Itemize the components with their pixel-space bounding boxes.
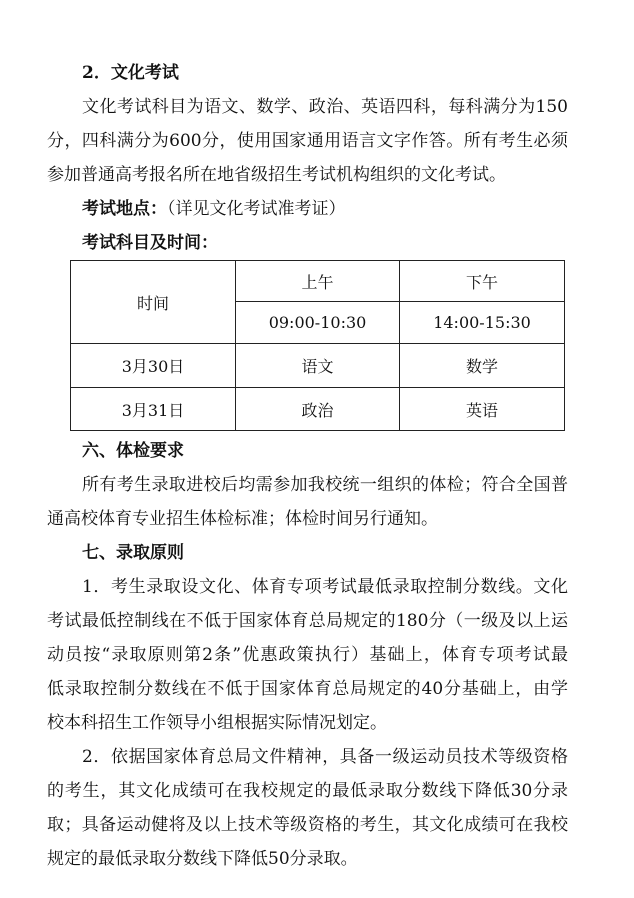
am-header-cell: 上午 bbox=[236, 261, 400, 302]
admission-item2-line-1: 2．依据国家体育总局文件精神，具备一级运动员技术等级资格 bbox=[82, 747, 568, 767]
pm-time-cell: 14:00-15:30 bbox=[400, 302, 565, 344]
exam-location-value: （详见文化考试准考证） bbox=[167, 199, 346, 219]
time-header-cell: 时间 bbox=[71, 261, 236, 344]
exam-schedule-label: 考试科目及时间： bbox=[82, 233, 218, 253]
physical-exam-heading: 六、体检要求 bbox=[82, 441, 184, 461]
pm-subject-cell: 数学 bbox=[400, 344, 565, 388]
date-cell: 3月31日 bbox=[71, 388, 236, 431]
admission-item1-line-1: 1．考生录取设文化、体育专项考试最低录取控制分数线。文化 bbox=[82, 577, 568, 597]
pm-subject-cell: 英语 bbox=[400, 388, 565, 431]
culture-para-line-3: 参加普通高考报名所在地省级招生考试机构组织的文化考试。 bbox=[47, 165, 506, 185]
admission-item1-line-4: 低录取控制分数线在不低于国家体育总局规定的40分基础上，由学 bbox=[47, 679, 568, 699]
date-cell: 3月30日 bbox=[71, 344, 236, 388]
admission-item2-line-4: 规定的最低录取分数线下降低50分录取。 bbox=[47, 849, 358, 869]
am-time-cell: 09:00-10:30 bbox=[236, 302, 400, 344]
admission-item1-line-5: 校本科招生工作领导小组根据实际情况划定。 bbox=[47, 713, 387, 733]
admission-item1-line-2: 考试最低控制线在不低于国家体育总局规定的180分（一级及以上运 bbox=[47, 611, 568, 631]
exam-schedule-table bbox=[70, 260, 565, 431]
table-header-row bbox=[71, 261, 565, 302]
physical-para-line-2: 通高校体育专业招生体检标准；体检时间另行通知。 bbox=[47, 509, 438, 529]
culture-para-line-1: 文化考试科目为语文、数学、政治、英语四科，每科满分为150 bbox=[82, 97, 568, 117]
admission-item1-line-3: 动员按“录取原则第2条”优惠政策执行）基础上，体育专项考试最 bbox=[47, 645, 568, 665]
exam-location-line bbox=[82, 199, 346, 219]
physical-para-line-1: 所有考生录取进校后均需参加我校统一组织的体检；符合全国普 bbox=[82, 475, 568, 495]
culture-exam-heading: 2．文化考试 bbox=[82, 63, 179, 83]
am-subject-cell: 语文 bbox=[236, 344, 400, 388]
exam-location-label: 考试地点： bbox=[82, 199, 167, 219]
table-row bbox=[71, 344, 565, 388]
pm-header-cell: 下午 bbox=[400, 261, 565, 302]
table-row bbox=[71, 388, 565, 431]
culture-para-line-2: 分，四科满分为600分，使用国家通用语言文字作答。所有考生必须 bbox=[47, 131, 568, 151]
admission-item2-line-3: 取；具备运动健将及以上技术等级资格的考生，其文化成绩可在我校 bbox=[47, 815, 568, 835]
am-subject-cell: 政治 bbox=[236, 388, 400, 431]
admission-item2-line-2: 的考生，其文化成绩可在我校规定的最低录取分数线下降低30分录 bbox=[47, 781, 568, 801]
admission-heading: 七、录取原则 bbox=[82, 543, 184, 563]
